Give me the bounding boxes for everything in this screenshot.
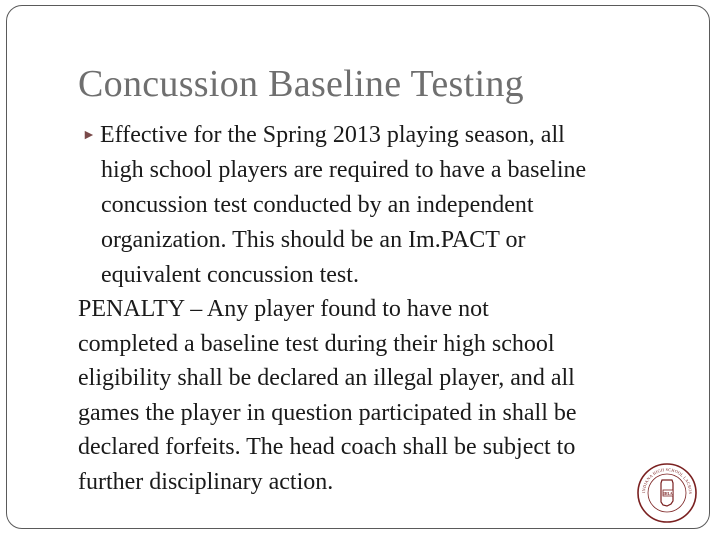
association-logo (636, 462, 698, 524)
logo-initials: IHLA (663, 491, 673, 496)
bullet-line: organization. This should be an Im.PACT or (101, 227, 526, 253)
bullet-arrow-icon: ► (82, 128, 96, 143)
bullet-line: high school players are required to have a baseline (101, 157, 587, 183)
bullet-line: ► Effective for the Spring 2013 playing season, all (82, 118, 672, 153)
slide-title: Concussion Baseline Testing (78, 63, 524, 105)
penalty-line: PENALTY – Any player found to have not (78, 296, 489, 322)
logo-ring-text: INDIANA HIGH SCHOOL LACROS (640, 466, 694, 495)
penalty-line: declared forfeits. The head coach shall be subject to (78, 434, 576, 460)
bullet-line: equivalent concussion test. (101, 262, 359, 288)
bullet-line: concussion test conducted by an independent (101, 192, 534, 218)
penalty-line: eligibility shall be declared an illegal player, and all (78, 365, 575, 391)
penalty-line: games the player in question participated in shall be (78, 399, 577, 426)
bullet-paragraph (82, 118, 672, 293)
penalty-paragraph (78, 292, 678, 499)
penalty-line: completed a baseline test during their high school (78, 330, 555, 357)
penalty-line: further disciplinary action. (78, 468, 334, 495)
